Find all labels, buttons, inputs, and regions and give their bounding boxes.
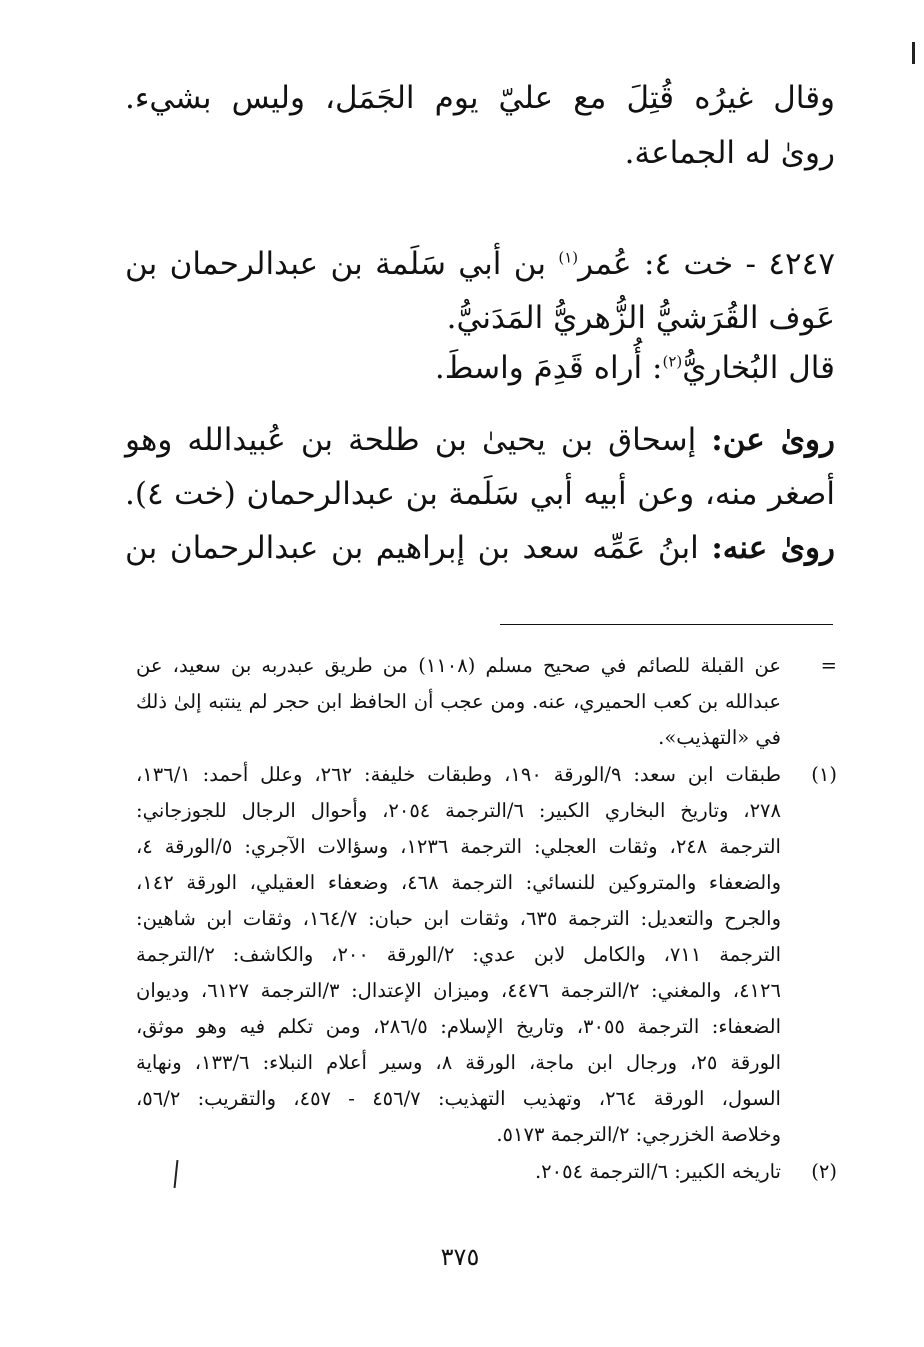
footnote-1-line: الورقة ٢٥، ورجال ابن ماجة، الورقة ٨، وسير أعلام النبلاء: ١٣٣/٦، ونهاية [136, 1051, 782, 1074]
footnote-continuation-marker: = [820, 654, 837, 677]
footnote-2-marker: (٢) [811, 1160, 837, 1183]
footnote-2-line: تاريخه الكبير: ٦/الترجمة ٢٠٥٤. [534, 1160, 781, 1183]
entry-number: ٤٢٤٧ [768, 246, 835, 282]
edge-scan-mark [912, 42, 915, 64]
rawa-an-text: إسحاق بن يحيىٰ بن طلحة بن عُبيدالله وهو [125, 422, 697, 458]
rawa-an-line-1 [125, 420, 835, 460]
bukhari-prefix: قال البُخاريُّ [682, 350, 835, 386]
footnote-ref-2: (٢) [662, 352, 683, 371]
body-line-2: روىٰ له الجماعة. [624, 135, 835, 171]
rawa-anhu-line [125, 528, 835, 568]
entry-rumuz: خت ٤: [644, 246, 734, 282]
entry-nisba-line: عَوف القُرَشيُّ الزُّهريُّ المَدَنيُّ. [446, 300, 835, 336]
footnote-1-line: السول، الورقة ٢٦٤، وتهذيب التهذيب: ٤٥٦/٧ - ٤٥٧، والتقريب: ٥٦/٢، [136, 1087, 781, 1110]
footnote-1-marker: (١) [811, 763, 837, 786]
footnote-1-line: والجرح والتعديل: الترجمة ٦٣٥، وثقات ابن حبان: ١٦٤/٧، وثقات ابن شاهين: [136, 907, 781, 930]
rawa-an-line-2: أصغر منه، وعن أبيه أبي سَلَمة بن عبدالرحمان (خت ٤). [125, 476, 835, 512]
footnote-1-line: طبقات ابن سعد: ٩/الورقة ١٩٠، وطبقات خليفة: ٢٦٢، وعلل أحمد: ١٣٦/١، [136, 763, 782, 786]
page-number: ٣٧٥ [440, 1243, 480, 1271]
entry-dash: - [745, 246, 756, 282]
footnote-1-line: الضعفاء: الترجمة ٣٠٥٥، وتاريخ الإسلام: ٢٨٦/٥، ومن تكلم فيه وهو موثق، [136, 1015, 782, 1038]
footnote-1-line: ٢٧٨، وتاريخ البخاري الكبير: ٦/الترجمة ٢٠٥٤، وأحوال الرجال للجوزجاني: [136, 799, 781, 822]
footnote-1-line: ٤١٢٦، والمغني: ٢/الترجمة ٤٤٧٦، وميزان الإعتدال: ٣/الترجمة ٦١٢٧، وديوان [136, 979, 781, 1002]
rawa-anhu-label: روىٰ عنه: [711, 530, 835, 566]
bukhari-line [125, 348, 835, 388]
footnote-separator [500, 624, 833, 625]
footnote-continuation-line: في «التهذيب». [658, 726, 781, 749]
entry-name-rest: بن أبي سَلَمة بن عبدالرحمان بن [125, 246, 546, 282]
footnote-1-line: وخلاصة الخزرجي: ٢/الترجمة ٥١٧٣. [496, 1123, 781, 1146]
footnote-continuation-line: عن القبلة للصائم في صحيح مسلم (١١٠٨) من طريق عبدربه بن سعيد، عن [136, 654, 781, 677]
footnote-ref-1: (١) [558, 248, 579, 267]
entry-name: عُمر [578, 246, 632, 282]
rawa-an-label: روىٰ عن: [711, 422, 835, 458]
body-line-1: وقال غيرُه قُتِلَ مع عليّ يوم الجَمَل، وليس بشيء. [125, 80, 835, 116]
rawa-anhu-text: ابنُ عَمِّه سعد بن إبراهيم بن عبدالرحمان بن [125, 530, 699, 566]
footnote-1-line: الترجمة ٢٤٨، وثقات العجلي: الترجمة ١٢٣٦، وسؤالات الآجري: ٥/الورقة ٤، [136, 835, 781, 858]
footnote-1-line: والضعفاء والمتروكين للنسائي: الترجمة ٤٦٨، وضعفاء العقيلي، الورقة ١٤٢، [136, 871, 781, 894]
footnote-continuation-line: عبدالله بن كعب الحميري، عنه. ومن عجب أن الحافظ ابن حجر لم ينتبه إلىٰ ذلك [136, 690, 781, 713]
entry-heading-line [125, 244, 835, 284]
bukhari-quote: : أُراه قَدِمَ واسطَ. [434, 350, 663, 386]
footnote-1-line: الترجمة ٧١١، والكامل لابن عدي: ٢/الورقة ٢٠٠، والكاشف: ٢/الترجمة [136, 943, 781, 966]
